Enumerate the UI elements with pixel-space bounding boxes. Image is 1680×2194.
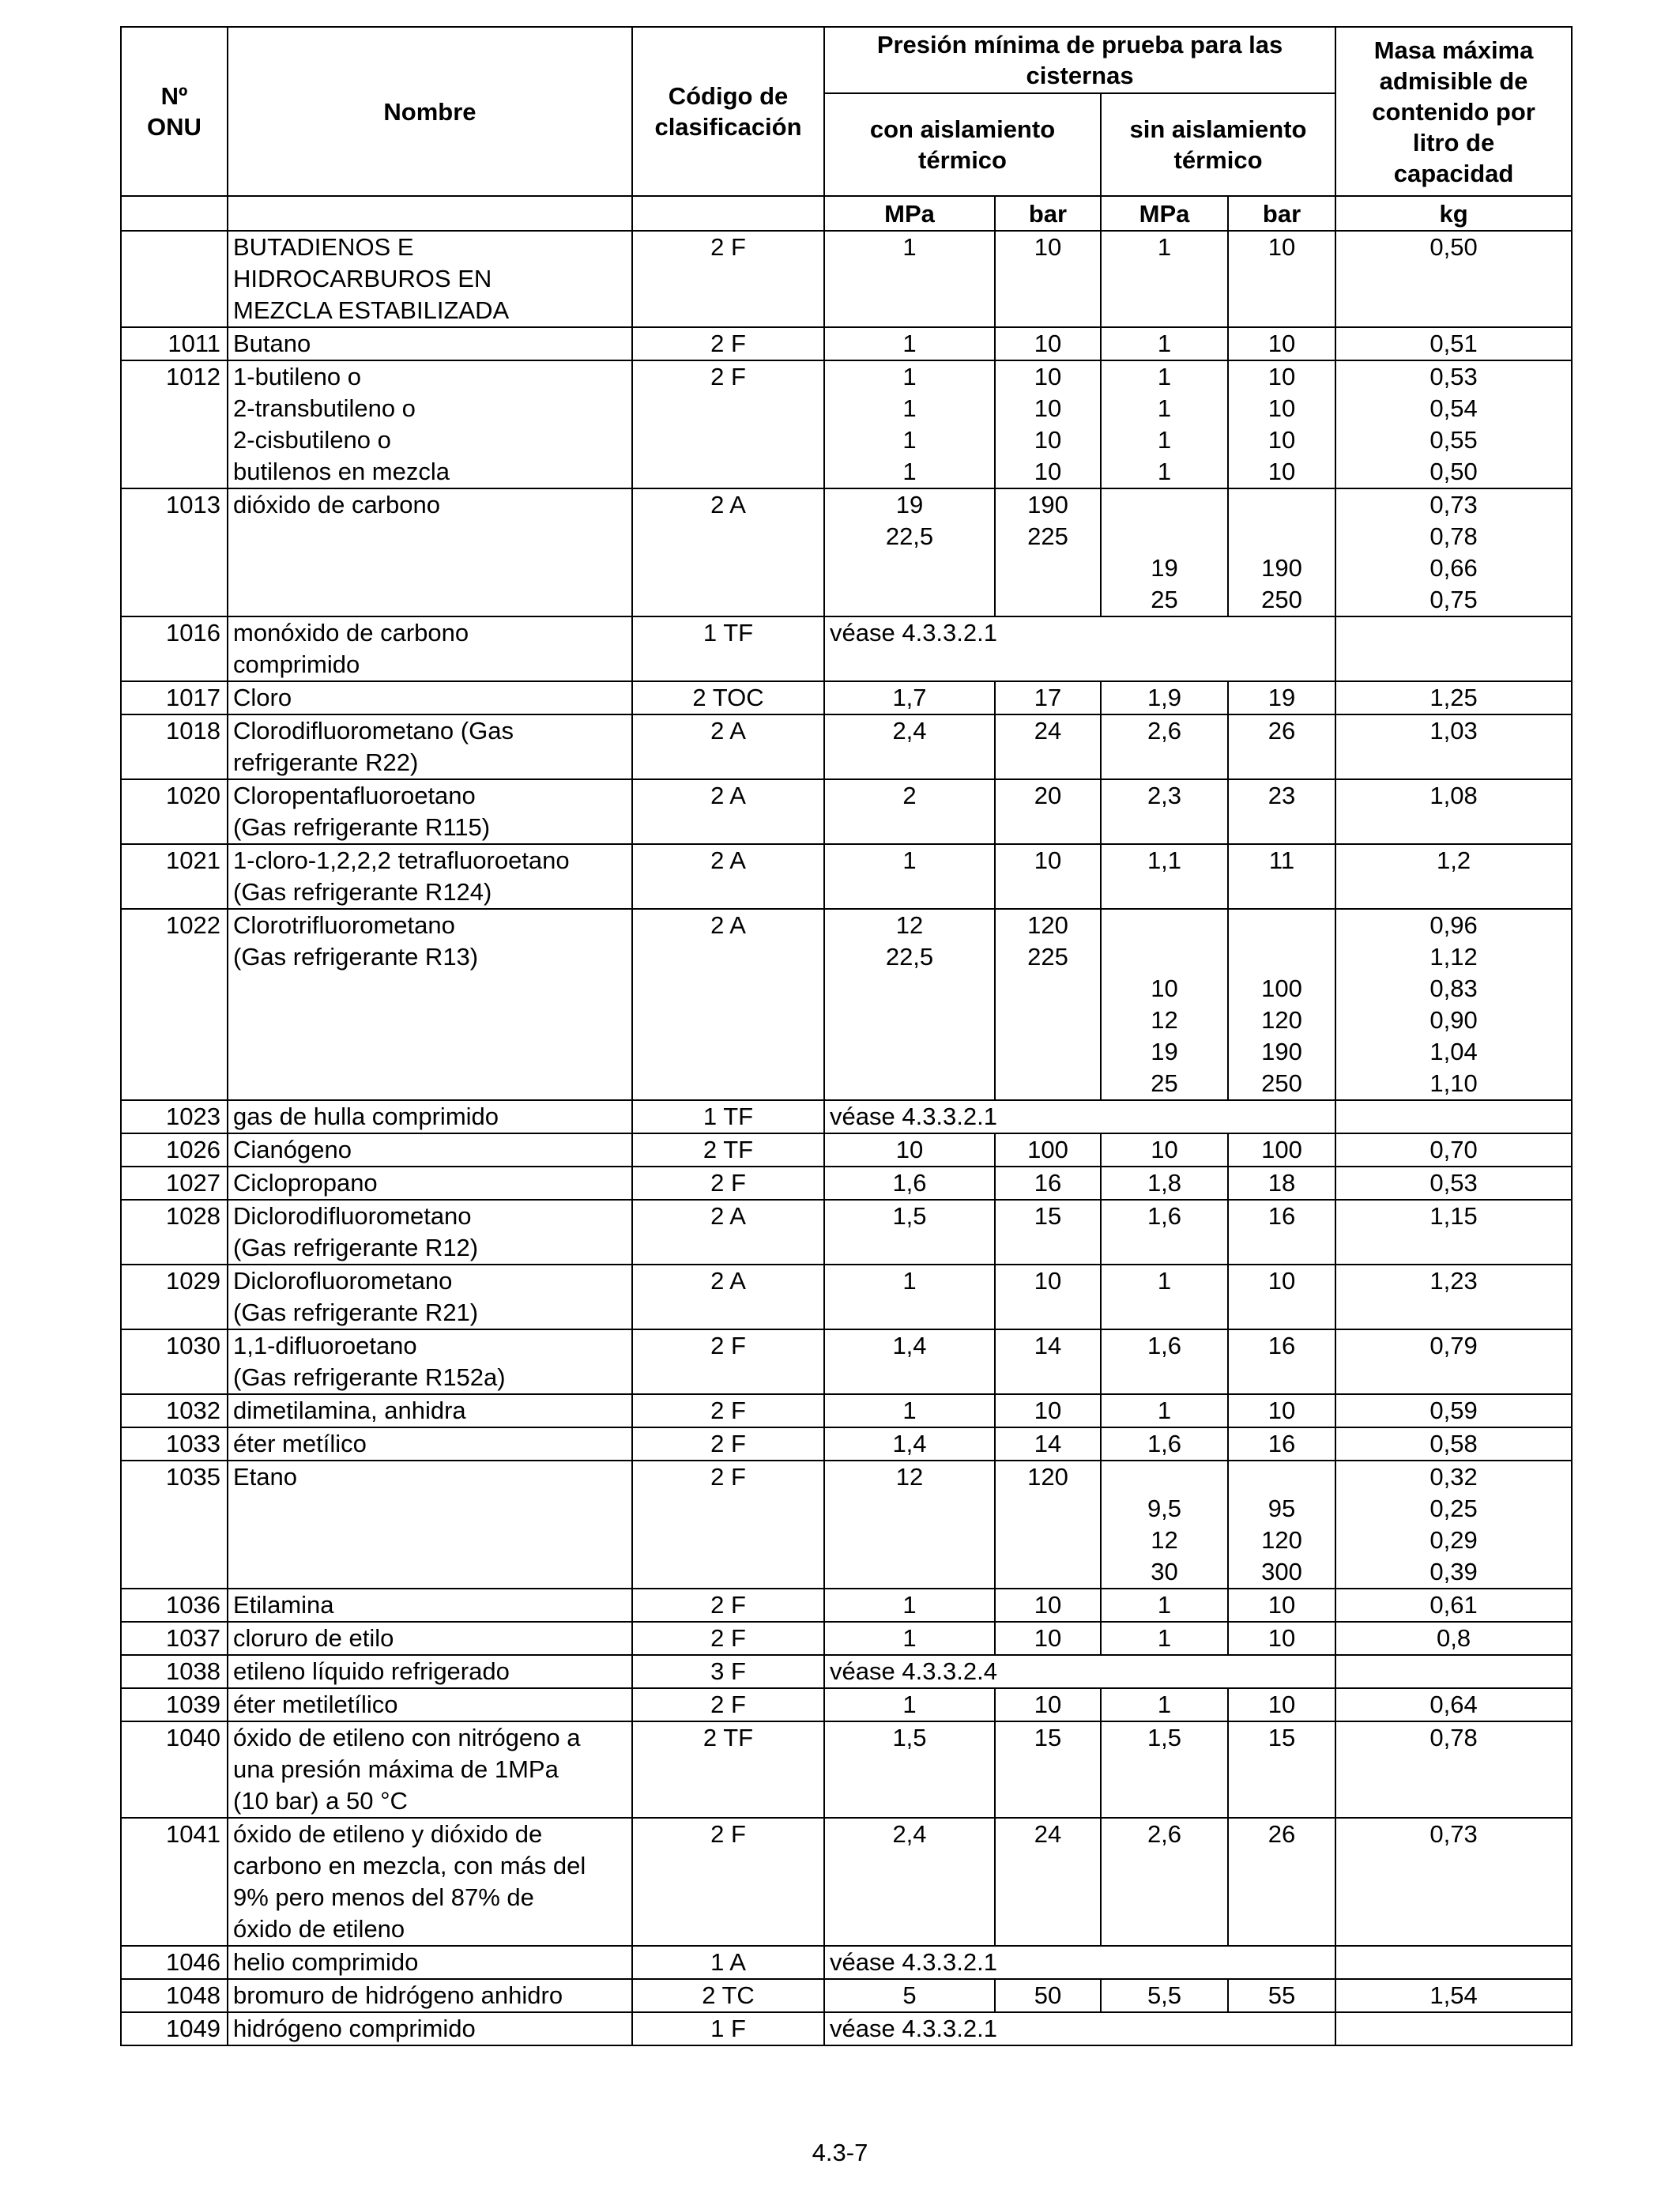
cell-onu: 1030: [121, 1329, 228, 1394]
cell-nombre: bromuro de hidrógeno anhidro: [228, 1979, 632, 2012]
cell-codigo: 2 F: [632, 360, 824, 488]
cell-sin-bar: 15: [1228, 1721, 1335, 1818]
cell-con-mpa: 1: [824, 1688, 995, 1721]
cell-codigo: 2 F: [632, 1394, 824, 1427]
cell-sin-bar: 55: [1228, 1979, 1335, 2012]
cell-nombre: Clorodifluorometano (Gas refrigerante R22): [228, 714, 632, 779]
cell-nombre: gas de hulla comprimido: [228, 1100, 632, 1133]
table-header: [121, 27, 1572, 231]
cell-con-bar: 14: [995, 1329, 1101, 1394]
cell-sin-mpa: 10: [1101, 1133, 1228, 1167]
table-row: [121, 844, 1572, 909]
cell-sin-bar: 16: [1228, 1427, 1335, 1461]
table-row: [121, 1589, 1572, 1622]
cell-masa: 0,59: [1335, 1394, 1572, 1427]
cell-codigo: 2 A: [632, 488, 824, 616]
cell-onu: 1011: [121, 327, 228, 360]
cell-sin-bar: 100 120 190 250: [1228, 909, 1335, 1100]
cell-con-mpa: 12 22,5: [824, 909, 995, 1100]
cell-codigo: 1 TF: [632, 1100, 824, 1133]
cell-onu: 1012: [121, 360, 228, 488]
cell-sin-bar: 10 10 10 10: [1228, 360, 1335, 488]
cell-con-mpa: 1: [824, 1394, 995, 1427]
cell-codigo: 2 TF: [632, 1133, 824, 1167]
table-row: [121, 231, 1572, 327]
cell-con-mpa: 1: [824, 1265, 995, 1329]
cell-codigo: 2 F: [632, 1329, 824, 1394]
cell-sin-mpa: 1,1: [1101, 844, 1228, 909]
cell-onu: 1033: [121, 1427, 228, 1461]
cell-nombre: Cloro: [228, 681, 632, 714]
table-row: [121, 1394, 1572, 1427]
cell-sin-bar: 10: [1228, 327, 1335, 360]
cell-sin-mpa: 5,5: [1101, 1979, 1228, 2012]
gas-table: [120, 26, 1573, 2046]
cell-sin-bar: 10: [1228, 1622, 1335, 1655]
cell-sin-mpa: 1: [1101, 231, 1228, 327]
unit-con-mpa: MPa: [824, 196, 995, 231]
cell-onu: 1028: [121, 1200, 228, 1265]
cell-con-bar: 10: [995, 231, 1101, 327]
cell-codigo: 2 F: [632, 1688, 824, 1721]
cell-masa: 0,53: [1335, 1167, 1572, 1200]
cell-con-mpa: 2: [824, 779, 995, 844]
cell-onu: 1017: [121, 681, 228, 714]
table-row: [121, 1167, 1572, 1200]
cell-sin-bar: 23: [1228, 779, 1335, 844]
cell-con-bar: 17: [995, 681, 1101, 714]
table-row: [121, 681, 1572, 714]
cell-nombre: cloruro de etilo: [228, 1622, 632, 1655]
cell-nombre: 1,1-difluoroetano (Gas refrigerante R152a): [228, 1329, 632, 1394]
cell-masa: 0,32 0,25 0,29 0,39: [1335, 1461, 1572, 1589]
cell-sin-bar: 95 120 300: [1228, 1461, 1335, 1589]
cell-nombre: Cloropentafluoroetano (Gas refrigerante R115): [228, 779, 632, 844]
cell-nombre: BUTADIENOS E HIDROCARBUROS EN MEZCLA ESTABILIZADA: [228, 231, 632, 327]
cell-nombre: éter metílico: [228, 1427, 632, 1461]
cell-onu: 1037: [121, 1622, 228, 1655]
cell-onu: 1032: [121, 1394, 228, 1427]
table-row: [121, 1818, 1572, 1946]
cell-codigo: 2 TC: [632, 1979, 824, 2012]
table-row: [121, 1946, 1572, 1979]
cell-masa: 1,03: [1335, 714, 1572, 779]
cell-sin-mpa: 1: [1101, 1622, 1228, 1655]
cell-con-bar: 10 10 10 10: [995, 360, 1101, 488]
cell-codigo: 2 F: [632, 1167, 824, 1200]
cell-con-bar: 14: [995, 1427, 1101, 1461]
cell-sin-mpa: 1: [1101, 1265, 1228, 1329]
cell-nombre: Cianógeno: [228, 1133, 632, 1167]
header-codigo-unit-cell: [632, 196, 824, 231]
cell-con-mpa: 1,5: [824, 1721, 995, 1818]
cell-nombre: monóxido de carbono comprimido: [228, 616, 632, 681]
cell-con-mpa: 1: [824, 327, 995, 360]
cell-masa: 1,08: [1335, 779, 1572, 844]
cell-masa: [1335, 616, 1572, 681]
header-codigo: Código de clasificación: [632, 27, 824, 196]
cell-sin-bar: 190 250: [1228, 488, 1335, 616]
cell-onu: 1016: [121, 616, 228, 681]
cell-con-bar: 120: [995, 1461, 1101, 1589]
cell-onu: 1036: [121, 1589, 228, 1622]
cell-onu: 1018: [121, 714, 228, 779]
cell-nombre: éter metiletílico: [228, 1688, 632, 1721]
cell-con-mpa: 1,6: [824, 1167, 995, 1200]
header-presion: Presión mínima de prueba para las cisternas: [824, 27, 1335, 93]
header-nombre-unit-cell: [228, 196, 632, 231]
cell-con-bar: 24: [995, 714, 1101, 779]
cell-onu: 1035: [121, 1461, 228, 1589]
cell-nombre: 1-cloro-1,2,2,2 tetrafluoroetano (Gas refrigerante R124): [228, 844, 632, 909]
table-row: [121, 1622, 1572, 1655]
cell-con-mpa: 10: [824, 1133, 995, 1167]
cell-nombre: dióxido de carbono: [228, 488, 632, 616]
table-row: [121, 2012, 1572, 2045]
cell-codigo: 2 A: [632, 844, 824, 909]
cell-nombre: helio comprimido: [228, 1946, 632, 1979]
cell-masa: 0,96 1,12 0,83 0,90 1,04 1,10: [1335, 909, 1572, 1100]
cell-sin-bar: 10: [1228, 1688, 1335, 1721]
cell-codigo: 2 F: [632, 231, 824, 327]
cell-sin-mpa: 1,5: [1101, 1721, 1228, 1818]
table-row: [121, 488, 1572, 616]
cell-con-bar: 24: [995, 1818, 1101, 1946]
cell-masa: 0,70: [1335, 1133, 1572, 1167]
cell-onu: 1048: [121, 1979, 228, 2012]
cell-con-bar: 15: [995, 1721, 1101, 1818]
cell-onu: 1013: [121, 488, 228, 616]
cell-con-mpa: 1,4: [824, 1427, 995, 1461]
cell-con-mpa: 1,7: [824, 681, 995, 714]
cell-masa: 0,61: [1335, 1589, 1572, 1622]
cell-masa: 1,2: [1335, 844, 1572, 909]
cell-masa: 1,54: [1335, 1979, 1572, 2012]
cell-codigo: 2 F: [632, 1818, 824, 1946]
cell-onu: 1038: [121, 1655, 228, 1688]
cell-sin-bar: 10: [1228, 1394, 1335, 1427]
unit-masa: kg: [1335, 196, 1572, 231]
cell-nombre: Butano: [228, 327, 632, 360]
cell-sin-bar: 11: [1228, 844, 1335, 909]
cell-sin-mpa: 1,6: [1101, 1200, 1228, 1265]
cell-codigo: 2 A: [632, 779, 824, 844]
cell-con-bar: 20: [995, 779, 1101, 844]
cell-codigo: 2 A: [632, 1265, 824, 1329]
cell-con-mpa: 1: [824, 1622, 995, 1655]
cell-onu: 1023: [121, 1100, 228, 1133]
cell-con-mpa: 2,4: [824, 1818, 995, 1946]
cell-codigo: 2 TF: [632, 1721, 824, 1818]
cell-con-bar: 10: [995, 1688, 1101, 1721]
cell-reference: véase 4.3.3.2.1: [824, 2012, 1335, 2045]
cell-con-bar: 50: [995, 1979, 1101, 2012]
table-row: [121, 1721, 1572, 1818]
cell-codigo: 1 TF: [632, 616, 824, 681]
cell-masa: [1335, 1100, 1572, 1133]
cell-reference: véase 4.3.3.2.1: [824, 1100, 1335, 1133]
cell-codigo: 2 A: [632, 714, 824, 779]
table-row: [121, 1200, 1572, 1265]
cell-onu: 1040: [121, 1721, 228, 1818]
cell-nombre: etileno líquido refrigerado: [228, 1655, 632, 1688]
cell-con-mpa: 1: [824, 1589, 995, 1622]
table-row: [121, 1979, 1572, 2012]
table-row: [121, 616, 1572, 681]
cell-onu: 1021: [121, 844, 228, 909]
unit-con-bar: bar: [995, 196, 1101, 231]
cell-sin-mpa: 1: [1101, 327, 1228, 360]
header-masa: Masa máxima admisible de contenido por litro de capacidad: [1335, 27, 1572, 196]
table-body: [121, 231, 1572, 2045]
cell-masa: 1,23: [1335, 1265, 1572, 1329]
cell-con-bar: 10: [995, 1265, 1101, 1329]
cell-con-mpa: 12: [824, 1461, 995, 1589]
cell-onu: 1020: [121, 779, 228, 844]
cell-sin-mpa: 1 1 1 1: [1101, 360, 1228, 488]
cell-onu: 1041: [121, 1818, 228, 1946]
cell-con-mpa: 1: [824, 231, 995, 327]
cell-nombre: Etano: [228, 1461, 632, 1589]
cell-nombre: dimetilamina, anhidra: [228, 1394, 632, 1427]
cell-sin-mpa: 19 25: [1101, 488, 1228, 616]
cell-masa: 0,53 0,54 0,55 0,50: [1335, 360, 1572, 488]
cell-con-mpa: 19 22,5: [824, 488, 995, 616]
cell-codigo: 1 A: [632, 1946, 824, 1979]
cell-sin-bar: 100: [1228, 1133, 1335, 1167]
table-row: [121, 1427, 1572, 1461]
table-row: [121, 714, 1572, 779]
cell-codigo: 2 F: [632, 1622, 824, 1655]
cell-sin-mpa: 1: [1101, 1394, 1228, 1427]
cell-sin-mpa: 1,8: [1101, 1167, 1228, 1200]
header-onu: Nº ONU: [121, 27, 228, 196]
cell-codigo: 2 F: [632, 1427, 824, 1461]
cell-masa: 0,79: [1335, 1329, 1572, 1394]
cell-nombre: 1-butileno o 2-transbutileno o 2-cisbutileno o butilenos en mezcla: [228, 360, 632, 488]
cell-masa: 0,73 0,78 0,66 0,75: [1335, 488, 1572, 616]
table-row: [121, 1688, 1572, 1721]
cell-nombre: Etilamina: [228, 1589, 632, 1622]
cell-con-bar: 10: [995, 844, 1101, 909]
cell-con-bar: 15: [995, 1200, 1101, 1265]
cell-sin-bar: 18: [1228, 1167, 1335, 1200]
cell-con-bar: 120 225: [995, 909, 1101, 1100]
cell-sin-bar: 16: [1228, 1329, 1335, 1394]
cell-onu: 1029: [121, 1265, 228, 1329]
cell-con-bar: 10: [995, 1394, 1101, 1427]
cell-con-mpa: 1,4: [824, 1329, 995, 1394]
unit-sin-bar: bar: [1228, 196, 1335, 231]
table-row: [121, 779, 1572, 844]
cell-con-bar: 10: [995, 1622, 1101, 1655]
cell-con-mpa: 1 1 1 1: [824, 360, 995, 488]
cell-masa: 0,51: [1335, 327, 1572, 360]
table-row: [121, 360, 1572, 488]
cell-masa: 0,50: [1335, 231, 1572, 327]
cell-con-mpa: 2,4: [824, 714, 995, 779]
table-row: [121, 909, 1572, 1100]
cell-codigo: 2 A: [632, 909, 824, 1100]
cell-con-mpa: 1,5: [824, 1200, 995, 1265]
cell-nombre: Diclorodifluorometano (Gas refrigerante R12): [228, 1200, 632, 1265]
cell-sin-mpa: 1,6: [1101, 1427, 1228, 1461]
cell-onu: 1046: [121, 1946, 228, 1979]
cell-nombre: óxido de etileno con nitrógeno a una presión máxima de 1MPa (10 bar) a 50 °C: [228, 1721, 632, 1818]
cell-codigo: 1 F: [632, 2012, 824, 2045]
table-row: [121, 327, 1572, 360]
cell-onu: [121, 231, 228, 327]
cell-onu: 1039: [121, 1688, 228, 1721]
cell-sin-bar: 16: [1228, 1200, 1335, 1265]
cell-masa: [1335, 2012, 1572, 2045]
table-row: [121, 1265, 1572, 1329]
cell-con-bar: 16: [995, 1167, 1101, 1200]
cell-onu: 1026: [121, 1133, 228, 1167]
cell-codigo: 2 F: [632, 1461, 824, 1589]
cell-onu: 1027: [121, 1167, 228, 1200]
cell-codigo: 2 F: [632, 1589, 824, 1622]
cell-sin-mpa: 2,6: [1101, 714, 1228, 779]
cell-sin-mpa: 10 12 19 25: [1101, 909, 1228, 1100]
cell-masa: 0,73: [1335, 1818, 1572, 1946]
cell-sin-bar: 10: [1228, 231, 1335, 327]
cell-masa: 0,8: [1335, 1622, 1572, 1655]
cell-codigo: 3 F: [632, 1655, 824, 1688]
cell-reference: véase 4.3.3.2.4: [824, 1655, 1335, 1688]
table-row: [121, 1100, 1572, 1133]
cell-nombre: Clorotrifluorometano (Gas refrigerante R13): [228, 909, 632, 1100]
cell-reference: véase 4.3.3.2.1: [824, 1946, 1335, 1979]
cell-codigo: 2 TOC: [632, 681, 824, 714]
unit-sin-mpa: MPa: [1101, 196, 1228, 231]
cell-nombre: Diclorofluorometano (Gas refrigerante R21): [228, 1265, 632, 1329]
table-row: [121, 1655, 1572, 1688]
cell-nombre: óxido de etileno y dióxido de carbono en mezcla, con más del 9% pero menos del 87% de óxido de etileno: [228, 1818, 632, 1946]
cell-masa: [1335, 1655, 1572, 1688]
cell-masa: 1,25: [1335, 681, 1572, 714]
cell-sin-bar: 10: [1228, 1265, 1335, 1329]
cell-masa: 0,78: [1335, 1721, 1572, 1818]
cell-sin-mpa: 1: [1101, 1589, 1228, 1622]
cell-sin-mpa: 9,5 12 30: [1101, 1461, 1228, 1589]
cell-codigo: 2 F: [632, 327, 824, 360]
cell-sin-bar: 26: [1228, 1818, 1335, 1946]
cell-sin-mpa: 2,3: [1101, 779, 1228, 844]
cell-sin-bar: 26: [1228, 714, 1335, 779]
cell-sin-mpa: 1,6: [1101, 1329, 1228, 1394]
cell-onu: 1022: [121, 909, 228, 1100]
cell-nombre: Ciclopropano: [228, 1167, 632, 1200]
table-row: [121, 1329, 1572, 1394]
cell-sin-bar: 19: [1228, 681, 1335, 714]
cell-masa: 0,64: [1335, 1688, 1572, 1721]
cell-onu: 1049: [121, 2012, 228, 2045]
cell-con-bar: 10: [995, 327, 1101, 360]
header-sin-aislamiento: sin aislamiento térmico: [1101, 93, 1335, 196]
header-nombre: Nombre: [228, 27, 632, 196]
cell-sin-mpa: 1,9: [1101, 681, 1228, 714]
cell-sin-bar: 10: [1228, 1589, 1335, 1622]
cell-con-bar: 190 225: [995, 488, 1101, 616]
cell-codigo: 2 A: [632, 1200, 824, 1265]
table-row: [121, 1461, 1572, 1589]
cell-masa: [1335, 1946, 1572, 1979]
header-onu-unit-cell: [121, 196, 228, 231]
cell-con-bar: 100: [995, 1133, 1101, 1167]
page-number: 4.3-7: [812, 2139, 868, 2166]
cell-con-bar: 10: [995, 1589, 1101, 1622]
table-row: [121, 1133, 1572, 1167]
cell-masa: 1,15: [1335, 1200, 1572, 1265]
cell-con-mpa: 1: [824, 844, 995, 909]
cell-nombre: hidrógeno comprimido: [228, 2012, 632, 2045]
cell-masa: 0,58: [1335, 1427, 1572, 1461]
cell-con-mpa: 5: [824, 1979, 995, 2012]
cell-reference: véase 4.3.3.2.1: [824, 616, 1335, 681]
cell-sin-mpa: 1: [1101, 1688, 1228, 1721]
header-con-aislamiento: con aislamiento térmico: [824, 93, 1101, 196]
cell-sin-mpa: 2,6: [1101, 1818, 1228, 1946]
